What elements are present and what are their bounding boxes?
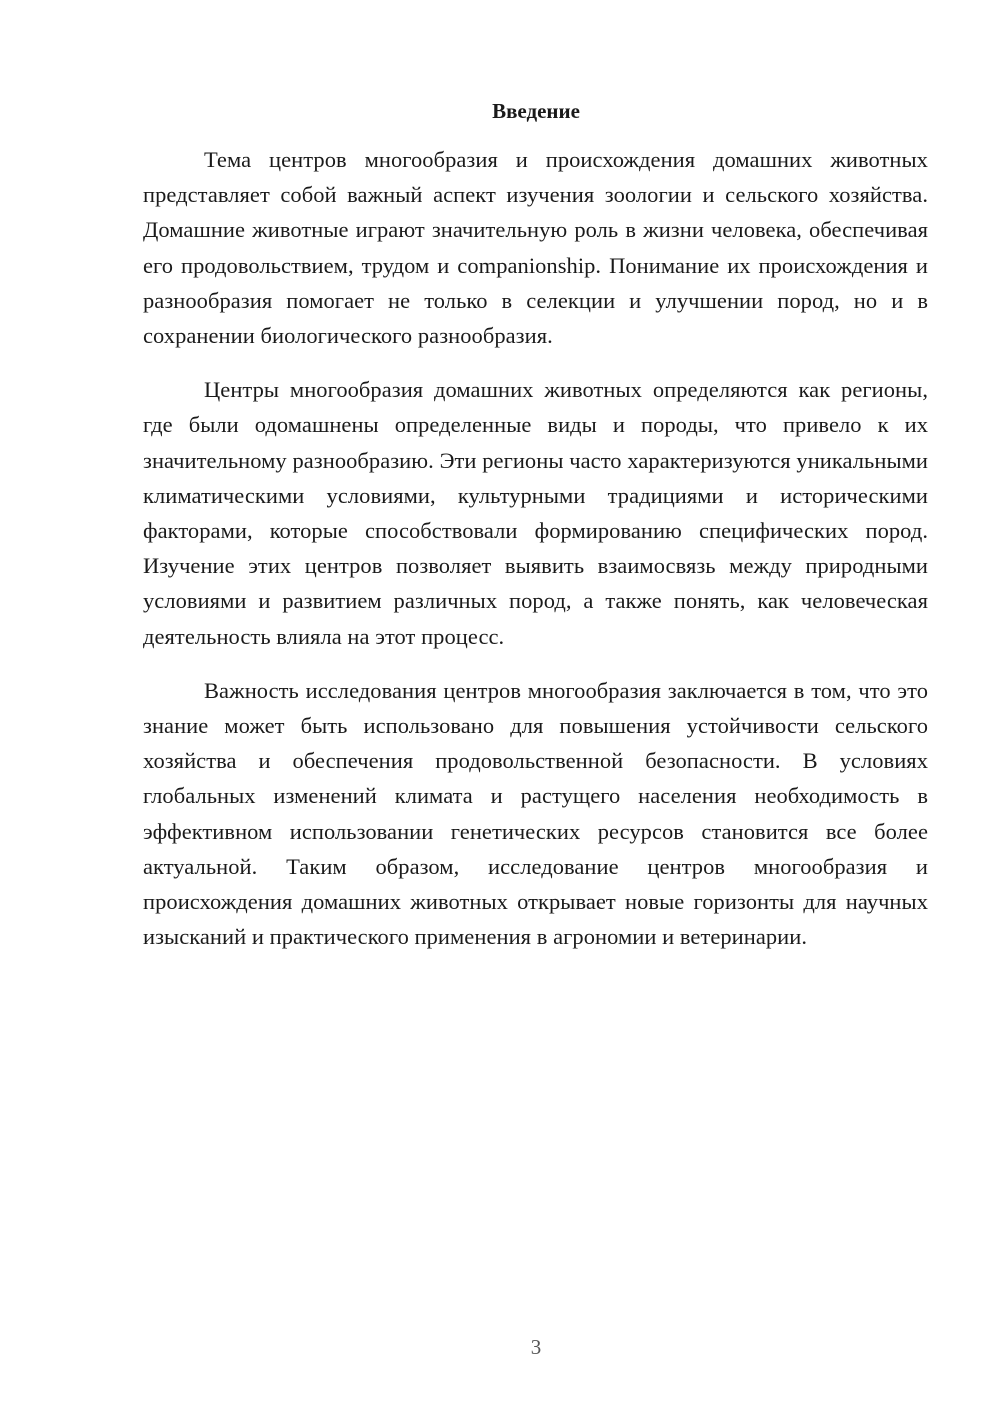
body-text [143, 142, 928, 973]
page-number: 3 [530, 1335, 542, 1359]
paragraph-1: Тема центров многообразия и происхождения домашних животных представляет собой важный аспект изучения зоологии и сельского хозяйства. Домашние животные играют значительную роль в жизни человека, обеспечивая его продовольствием, трудом и companionship. Понимание их происхождения и разнообразия помогает не только в селекции и улучшении пород, но и в сохранении биологического разнообразия. [143, 147, 928, 349]
paragraph-3: Важность исследования центров многообразия заключается в том, что это знание может быть использовано для повышения устойчивости сельского хозяйства и обеспечения продовольственной безопасности. В условиях глобальных изменений климата и растущего населения необходимость в эффективном использовании генетических ресурсов становится все более актуальной. Таким образом, исследование центров многообразия и происхождения домашних животных открывает новые горизонты для научных изысканий и практического применения в агрономии и ветеринарии. [143, 677, 928, 950]
section-title: Введение [492, 99, 580, 123]
paragraph-2: Центры многообразия домашних животных определяются как регионы, где были одомашнены определенные виды и породы, что привело к их значительному разнообразию. Эти регионы часто характеризуются уникальными климатическими условиями, культурными традициями и историческими факторами, которые способствовали формированию специфических пород. Изучение этих центров позволяет выявить взаимосвязь между природными условиями и развитием различных пород, а также понять, как человеческая деятельность влияла на этот процесс. [143, 377, 928, 649]
